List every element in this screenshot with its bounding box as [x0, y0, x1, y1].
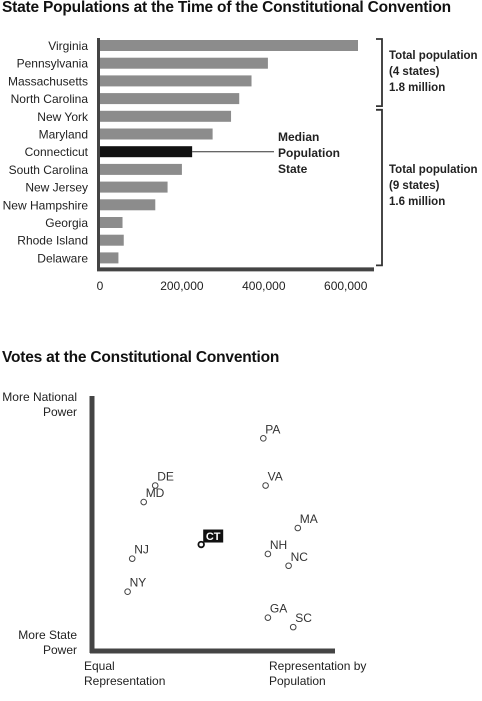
point-marker-sc	[290, 624, 296, 630]
bar-label-north-carolina: North Carolina	[10, 92, 88, 107]
x-right-label-line-1: Population	[269, 674, 326, 688]
point-label-nj: NJ	[134, 542, 149, 557]
group-annotation-1-line-1: (9 states)	[389, 180, 440, 192]
point-label-nh: NH	[269, 537, 288, 552]
bar-tick-label-0: 0	[96, 279, 104, 293]
bar-label-new-jersey: New Jersey	[25, 180, 88, 195]
group-annotation-1-line-0: Total population	[389, 164, 478, 176]
bar-label-georgia: Georgia	[45, 216, 88, 230]
bar-chart-title: State Populations at the Time of the Constitutional Convention	[2, 0, 451, 16]
bar-label-south-carolina: South Carolina	[8, 162, 88, 177]
point-marker-ct	[198, 542, 204, 548]
point-label-ny: NY	[129, 575, 147, 590]
point-label-ma: MA	[299, 512, 318, 526]
point-marker-nh	[265, 551, 271, 557]
point-label-pa: PA	[265, 422, 281, 437]
group-annotation-0-line-1: (4 states)	[389, 66, 440, 78]
bar-tick-label-3: 600,000	[324, 279, 368, 293]
bar-label-new-york: New York	[37, 109, 88, 124]
x-left-label-line-1: Representation	[84, 674, 166, 688]
bar-label-virginia: Virginia	[48, 39, 88, 53]
x-left-label-line-0: Equal	[84, 659, 115, 673]
y-top-label-line-1: Power	[42, 405, 77, 419]
point-marker-pa	[261, 436, 267, 442]
point-marker-nj	[129, 556, 135, 562]
median-annotation-line-0: Median	[278, 130, 320, 144]
point-label-sc: SC	[295, 611, 312, 626]
scatter-chart-title: Votes at the Constitutional Convention	[2, 349, 280, 366]
x-right-label-line-0: Representation by	[269, 659, 367, 673]
bar-label-new-hampshire: New Hampshire	[2, 198, 88, 213]
median-annotation-line-2: State	[278, 162, 308, 176]
median-annotation-line-1: Population	[278, 146, 340, 160]
group-annotation-0-line-2: 1.8 million	[389, 82, 446, 94]
bar-label-delaware: Delaware	[37, 251, 88, 266]
point-label-nc: NC	[290, 549, 308, 564]
point-marker-ma	[295, 525, 301, 531]
point-marker-md	[141, 499, 147, 505]
bar-label-connecticut: Connecticut	[24, 145, 88, 160]
point-marker-ny	[125, 589, 131, 595]
point-label-md: MD	[145, 486, 165, 501]
group-annotation-0-line-0: Total population	[389, 50, 478, 62]
y-top-label-line-0: More National	[2, 390, 77, 404]
bar-tick-label-1: 200,000	[160, 279, 204, 293]
point-label-ga: GA	[269, 601, 288, 616]
y-bottom-label-line-1: Power	[42, 643, 77, 657]
point-marker-nc	[286, 563, 292, 569]
bar-label-pennsylvania: Pennsylvania	[16, 56, 88, 71]
point-label-ct: CT	[205, 531, 221, 544]
y-bottom-label-line-0: More State	[18, 628, 77, 642]
group-annotation-1-line-2: 1.6 million	[389, 196, 446, 208]
point-marker-va	[263, 483, 269, 489]
bar-tick-label-2: 400,000	[242, 279, 286, 293]
bar-label-massachusetts: Massachusetts	[7, 74, 88, 89]
point-label-va: VA	[267, 469, 283, 484]
point-label-de: DE	[157, 469, 174, 484]
point-marker-ga	[265, 615, 271, 621]
bar-label-maryland: Maryland	[38, 127, 88, 142]
bar-label-rhode-island: Rhode Island	[17, 233, 88, 248]
